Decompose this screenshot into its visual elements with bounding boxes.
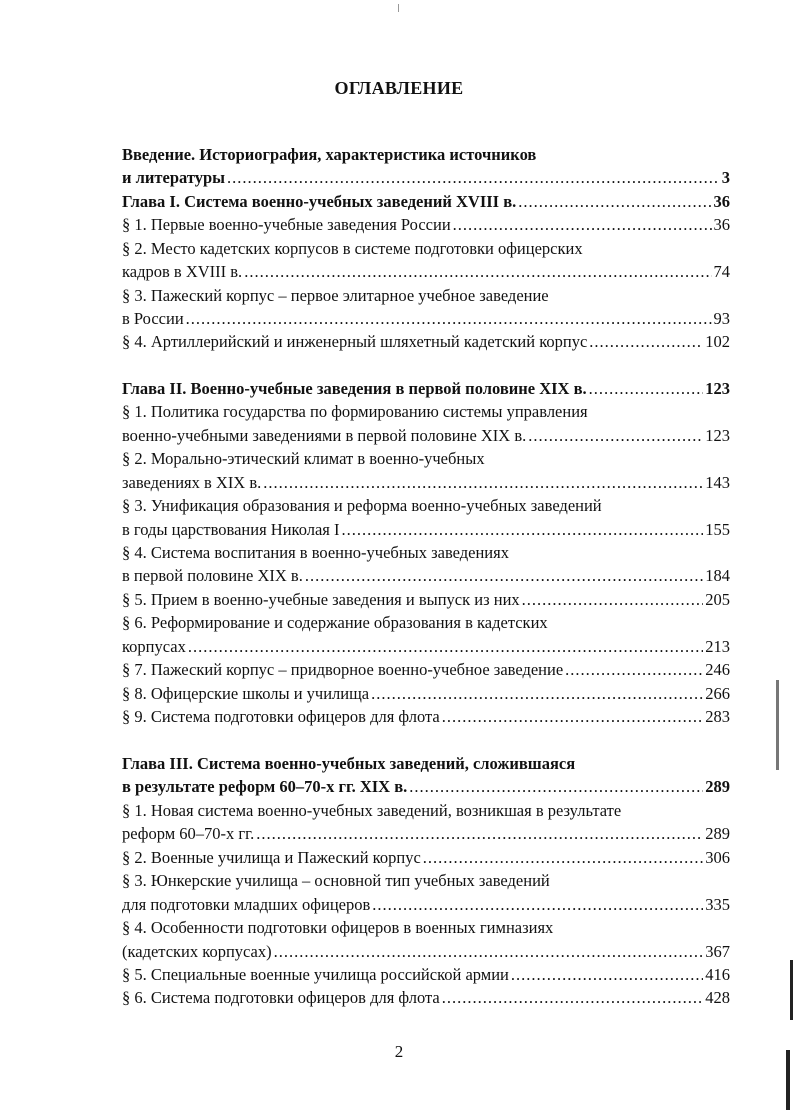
toc-entry-ch2-sec8[interactable]: § 8. Офицерские школы и училища ..... 266 [122, 682, 730, 706]
dot-leader [305, 564, 703, 588]
page-ref: 289 [705, 777, 730, 796]
page-ref: 283 [705, 707, 730, 726]
toc-entry-ch3-sec2[interactable]: § 2. Военные училища и Пажеский корпус ..... 306 [122, 846, 730, 870]
dot-leader [589, 330, 703, 354]
dot-leader [342, 518, 704, 542]
dot-leader [442, 986, 704, 1010]
scan-artifact [786, 1050, 790, 1110]
page-ref: 93 [713, 309, 730, 328]
dot-leader [565, 658, 703, 682]
toc-entry-ch3-sec3[interactable]: для подготовки младших офицеров ..... 335 [122, 893, 730, 917]
dot-leader [522, 588, 704, 612]
scan-artifact [398, 4, 399, 12]
page-ref: 367 [705, 942, 730, 961]
page-ref: 213 [705, 637, 730, 656]
page-ref: 428 [705, 988, 730, 1007]
page-ref: 3 [721, 168, 730, 187]
toc-entry-ch1-sec3[interactable]: в России ..... 93 [122, 307, 730, 331]
dot-leader [188, 635, 703, 659]
toc-line-ch2-sec6: § 6. Реформирование и содержание образования в кадетских [122, 613, 548, 632]
page-ref: 36 [713, 215, 730, 234]
dot-leader [589, 377, 704, 401]
page-ref: 184 [705, 566, 730, 585]
toc-line-ch2-sec2: § 2. Морально-этический климат в военно-учебных [122, 449, 485, 468]
dot-leader [227, 166, 720, 190]
page-number: 2 [394, 1042, 404, 1061]
dot-leader [511, 963, 703, 987]
dot-leader [244, 260, 711, 284]
page-ref: 266 [705, 684, 730, 703]
page-ref: 155 [705, 520, 730, 539]
toc-entry-chapter-2[interactable]: Глава II. Военно-учебные заведения в первой половине XIX в. ..... 123 [122, 377, 730, 401]
toc-entry-ch2-sec6[interactable]: корпусах ..... 213 [122, 635, 730, 659]
toc-entry-ch2-sec2[interactable]: заведениях в XIX в. ..... 143 [122, 471, 730, 495]
page-ref: 143 [705, 473, 730, 492]
toc-line-ch3-sec1: § 1. Новая система военно-учебных заведений, возникшая в результате [122, 801, 622, 820]
page-title: ОГЛАВЛЕНИЕ [334, 78, 464, 98]
page-ref: 335 [705, 895, 730, 914]
dot-leader [186, 307, 712, 331]
toc-entry-ch3-sec5[interactable]: § 5. Специальные военные училища российской армии ..... 416 [122, 963, 730, 987]
page-ref: 123 [705, 426, 730, 445]
toc-entry-ch2-sec5[interactable]: § 5. Прием в военно-учебные заведения и выпуск из них ..... 205 [122, 588, 730, 612]
toc-line-ch1-sec3: § 3. Пажеский корпус – первое элитарное учебное заведение [122, 286, 549, 305]
dot-leader [442, 705, 704, 729]
dot-leader [518, 190, 711, 214]
toc-line-ch1-sec2: § 2. Место кадетских корпусов в системе подготовки офицерских [122, 239, 583, 258]
toc-entry-ch3-sec1[interactable]: реформ 60–70-х гг. ..... 289 [122, 822, 730, 846]
toc-entry-ch3-sec4[interactable]: (кадетских корпусах) ..... 367 [122, 940, 730, 964]
toc-line-ch3-sec3: § 3. Юнкерские училища – основной тип учебных заведений [122, 871, 550, 890]
dot-leader [274, 940, 704, 964]
toc-entry-ch2-sec9[interactable]: § 9. Система подготовки офицеров для флота ..... 283 [122, 705, 730, 729]
dot-leader [453, 213, 712, 237]
page-ref: 74 [713, 262, 730, 281]
toc-line-ch2-sec3: § 3. Унификация образования и реформа военно-учебных заведений [122, 496, 602, 515]
dot-leader [409, 775, 703, 799]
toc-entry-ch2-sec3[interactable]: в годы царствования Николая I ..... 155 [122, 518, 730, 542]
toc-entry-ch1-sec1[interactable]: § 1. Первые военно-учебные заведения России ..... 36 [122, 213, 730, 237]
toc-entry-ch1-sec4[interactable]: § 4. Артиллерийский и инженерный шляхетный кадетский корпус ..... 102 [122, 330, 730, 354]
dot-leader [263, 471, 703, 495]
scan-artifact [776, 680, 779, 770]
toc-line-chapter-3: Глава III. Система военно-учебных заведений, сложившаяся [122, 754, 576, 773]
page-ref: 246 [705, 660, 730, 679]
toc-line-ch2-sec4: § 4. Система воспитания в военно-учебных заведениях [122, 543, 509, 562]
page-ref: 416 [705, 965, 730, 984]
toc-entry-ch2-sec4[interactable]: в первой половине XIX в. ..... 184 [122, 564, 730, 588]
toc-entry-ch2-sec7[interactable]: § 7. Пажеский корпус – придворное военно-учебное заведение ..... 246 [122, 658, 730, 682]
toc-line-ch3-sec4: § 4. Особенности подготовки офицеров в военных гимназиях [122, 918, 554, 937]
toc-entry-ch1-sec2[interactable]: кадров в XVIII в. ..... 74 [122, 260, 730, 284]
page-ref: 205 [705, 590, 730, 609]
toc-entry-chapter-3[interactable]: в результате реформ 60–70-х гг. XIX в. ..... 289 [122, 775, 730, 799]
dot-leader [528, 424, 703, 448]
toc-entry-ch3-sec6[interactable]: § 6. Система подготовки офицеров для флота ..... 428 [122, 986, 730, 1010]
scan-artifact [790, 960, 793, 1020]
dot-leader [256, 822, 703, 846]
page-ref: 102 [705, 332, 730, 351]
dot-leader [371, 682, 703, 706]
page-ref: 289 [705, 824, 730, 843]
dot-leader [372, 893, 703, 917]
toc-line-ch2-sec1: § 1. Политика государства по формированию системы управления [122, 402, 588, 421]
dot-leader [423, 846, 703, 870]
toc-entry-introduction[interactable]: и литературы ..... 3 [122, 166, 730, 190]
toc-entry-chapter-1[interactable]: Глава I. Система военно-учебных заведений XVIII в. ..... 36 [122, 190, 730, 214]
page-ref: 36 [713, 192, 730, 211]
page-ref: 123 [705, 379, 730, 398]
page-ref: 306 [705, 848, 730, 867]
toc-line-introduction: Введение. Историография, характеристика источников [122, 145, 537, 164]
toc-entry-ch2-sec1[interactable]: военно-учебными заведениями в первой половине XIX в. ..... 123 [122, 424, 730, 448]
